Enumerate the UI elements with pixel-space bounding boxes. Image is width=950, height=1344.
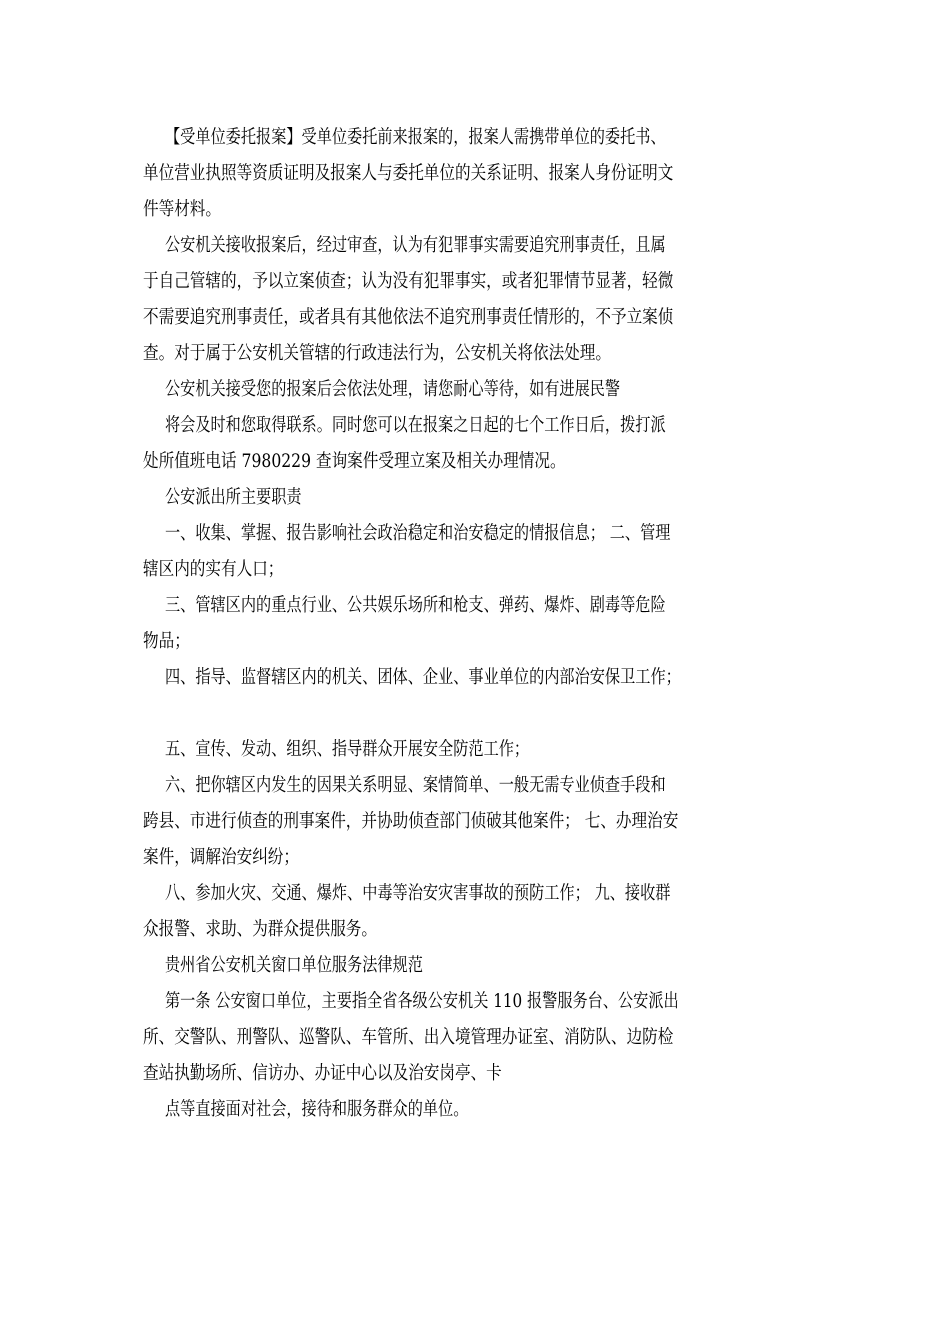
text-line: 所、交警队、刑警队、巡警队、车管所、出入境管理办证室、消防队、边防检 — [143, 1027, 674, 1048]
text-line: 查。对于属于公安机关管辖的行政违法行为，公安机关将依法处理。 — [143, 343, 611, 364]
text-line: 将会及时和您取得联系。同时您可以在报案之日起的七个工作日后，拨打派 — [165, 415, 666, 436]
text-line: 辖区内的实有人口； — [143, 559, 284, 580]
text-line: 于自己管辖的，予以立案侦查；认为没有犯罪事实，或者犯罪情节显著，轻微 — [143, 271, 674, 292]
text-line: 贵州省公安机关窗口单位服务法律规范 — [165, 955, 423, 976]
text-line: 不需要追究刑事责任，或者具有其他依法不追究刑事责任情形的，不予立案侦 — [143, 307, 674, 328]
text-line: 四、指导、监督辖区内的机关、团体、企业、事业单位的内部治安保卫工作； — [165, 667, 681, 688]
text-line: 五、宣传、发动、组织、指导群众开展安全防范工作； — [165, 739, 530, 760]
text-line: 查站执勤场所、信访办、办证中心以及治安岗亭、卡 — [143, 1063, 502, 1084]
text-line: 第一条 公安窗口单位，主要指全省各级公安机关 110 报警服务台、公安派出 — [165, 991, 679, 1012]
text-line: 公安机关接受您的报案后会依法处理，请您耐心等待，如有进展民警 — [165, 379, 621, 400]
text-line: 公安机关接收报案后，经过审查，认为有犯罪事实需要追究刑事责任，且属 — [165, 235, 666, 256]
text-line: 【受单位委托报案】受单位委托前来报案的，报案人需携带单位的委托书、 — [165, 127, 666, 148]
text-line: 件等材料。 — [143, 199, 222, 220]
text-line: 公安派出所主要职责 — [165, 487, 302, 508]
text-line: 六、把你辖区内发生的因果关系明显、案情简单、一般无需专业侦查手段和 — [165, 775, 666, 796]
text-line: 物品； — [143, 631, 190, 652]
text-line: 案件，调解治安纠纷； — [143, 847, 300, 868]
text-line: 一、收集、掌握、报告影响社会政治稳定和治安稳定的情报信息； 二、管理 — [165, 523, 671, 544]
text-line: 八、参加火灾、交通、爆炸、中毒等治安灾害事故的预防工作； 九、接收群 — [165, 883, 671, 904]
text-line: 众报警、求助、为群众提供服务。 — [143, 919, 378, 940]
text-line: 点等直接面对社会，接待和服务群众的单位。 — [165, 1099, 469, 1120]
text-line: 跨县、市进行侦查的刑事案件，并协助侦查部门侦破其他案件； 七、办理治安 — [143, 811, 679, 832]
text-line: 单位营业执照等资质证明及报案人与委托单位的关系证明、报案人身份证明文 — [143, 163, 674, 184]
text-line: 处所值班电话 7980229 查询案件受理立案及相关办理情况。 — [143, 451, 566, 472]
text-line: 三、管辖区内的重点行业、公共娱乐场所和枪支、弹药、爆炸、剧毒等危险 — [165, 595, 666, 616]
